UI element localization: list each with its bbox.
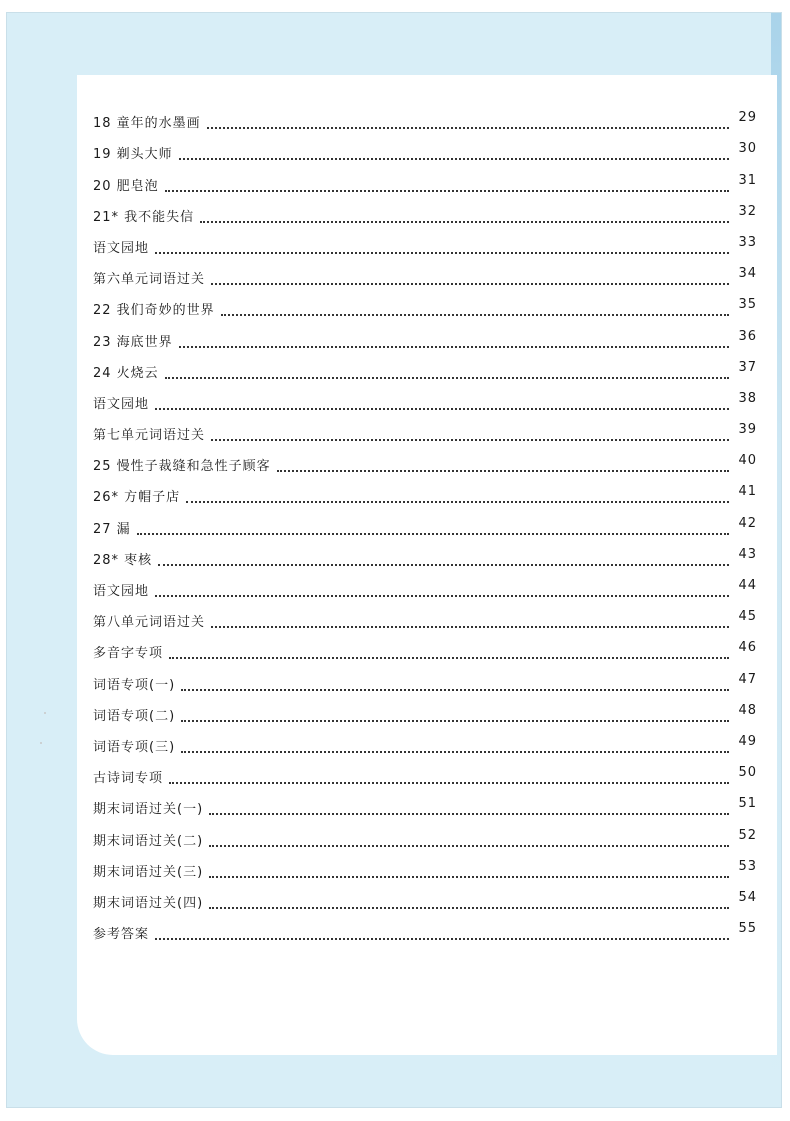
toc-dot-leader — [179, 346, 729, 348]
toc-entry-title: 语文园地 — [93, 396, 150, 412]
toc-entry[interactable] — [93, 319, 757, 350]
toc-entry[interactable] — [93, 163, 757, 194]
toc-entry[interactable] — [93, 569, 757, 600]
toc-entry[interactable] — [93, 631, 757, 662]
toc-entry-title: 期末词语过关(三) — [93, 864, 204, 880]
toc-entry-page-number: 29 — [738, 110, 757, 126]
toc-entry-title: 第七单元词语过关 — [93, 428, 206, 444]
toc-entry[interactable] — [93, 818, 757, 849]
toc-dot-leader — [155, 408, 729, 410]
toc-entry-title: 多音字专项 — [93, 646, 164, 662]
toc-entry[interactable] — [93, 475, 757, 506]
toc-entry-title: 词语专项(三) — [93, 739, 176, 755]
toc-entry-title: 语文园地 — [93, 584, 150, 599]
toc-entry-title: 23 海底世界 — [93, 334, 173, 350]
toc-dot-leader — [211, 626, 729, 628]
toc-entry[interactable] — [93, 756, 757, 787]
toc-dot-leader — [179, 158, 729, 160]
toc-entry[interactable] — [93, 850, 757, 881]
toc-entry-title: 20 肥皂泡 — [93, 178, 159, 194]
toc-entry-page-number: 39 — [738, 422, 757, 438]
toc-entry-page-number: 54 — [738, 889, 757, 905]
toc-entry-title: 期末词语过关(一) — [93, 802, 204, 818]
toc-dot-leader — [209, 845, 729, 847]
toc-entry-page-number: 48 — [738, 702, 757, 718]
toc-entry[interactable] — [93, 881, 757, 912]
toc-dot-leader — [155, 252, 729, 254]
toc-entry-page-number: 49 — [738, 733, 757, 749]
toc-dot-leader — [155, 595, 729, 597]
toc-entry-page-number: 40 — [738, 453, 757, 469]
toc-entry-title: 27 漏 — [93, 521, 131, 537]
toc-dot-leader — [211, 439, 729, 441]
toc-entry[interactable] — [93, 413, 757, 444]
toc-entry[interactable] — [93, 444, 757, 475]
toc-entry-page-number: 46 — [738, 640, 757, 656]
toc-entry-title: 21* 我不能失信 — [93, 209, 195, 225]
paper-speck — [44, 712, 46, 714]
toc-entry[interactable] — [93, 725, 757, 756]
toc-entry[interactable] — [93, 226, 757, 257]
toc-entry-page-number: 42 — [738, 515, 757, 531]
toc-dot-leader — [207, 127, 729, 129]
toc-entry[interactable] — [93, 382, 757, 413]
toc-entry-page-number: 34 — [738, 266, 757, 282]
toc-entry-page-number: 41 — [738, 484, 757, 500]
toc-entry-page-number: 53 — [738, 858, 757, 874]
toc-dot-leader — [169, 782, 729, 784]
toc-entry-page-number: 45 — [738, 609, 757, 625]
toc-entry-title: 25 慢性子裁缝和急性子顾客 — [93, 459, 271, 475]
toc-entry-title: 第八单元词语过关 — [93, 615, 206, 631]
toc-entry-page-number: 33 — [738, 234, 757, 250]
toc-entry[interactable] — [93, 600, 757, 631]
toc-entry[interactable] — [93, 195, 757, 226]
toc-entry-title: 期末词语过关(二) — [93, 833, 204, 849]
toc-entry-title: 参考答案 — [93, 927, 150, 943]
toc-dot-leader — [165, 377, 729, 379]
toc-entry[interactable] — [93, 912, 757, 943]
toc-entry-page-number: 38 — [738, 390, 757, 406]
toc-entry[interactable] — [93, 694, 757, 725]
toc-entry[interactable] — [93, 662, 757, 693]
page-frame — [6, 12, 782, 1108]
toc-dot-leader — [209, 876, 729, 878]
toc-dot-leader — [181, 751, 729, 753]
toc-entry-page-number: 31 — [738, 172, 757, 188]
toc-entry-title: 28* 枣核 — [93, 552, 153, 568]
toc-entry-title: 语文园地 — [93, 240, 150, 256]
toc-entry-page-number: 47 — [738, 671, 757, 687]
toc-entry-title: 词语专项(一) — [93, 677, 176, 693]
toc-entry-title: 19 剃头大师 — [93, 147, 173, 163]
toc-entry-title: 期末词语过关(四) — [93, 895, 204, 911]
toc-dot-leader — [169, 657, 729, 659]
toc-dot-leader — [181, 689, 729, 691]
toc-entry-title: 26* 方帽子店 — [93, 490, 181, 506]
toc-entry-title: 词语专项(二) — [93, 708, 176, 724]
toc-entry-page-number: 51 — [738, 796, 757, 812]
toc-dot-leader — [158, 564, 729, 566]
toc-entry-page-number: 43 — [738, 546, 757, 562]
toc-dot-leader — [209, 813, 729, 815]
paper-speck — [40, 742, 42, 744]
toc-entry-page-number: 44 — [738, 578, 757, 593]
toc-entry-title: 古诗词专项 — [93, 771, 164, 787]
toc-entry-title: 24 火烧云 — [93, 365, 159, 381]
toc-entry-page-number: 35 — [738, 297, 757, 313]
toc-entry-title: 22 我们奇妙的世界 — [93, 303, 215, 319]
toc-dot-leader — [221, 314, 729, 316]
toc-dot-leader — [155, 938, 729, 940]
toc-entry[interactable] — [93, 132, 757, 163]
toc-entry[interactable] — [93, 538, 757, 569]
toc-dot-leader — [137, 533, 729, 535]
toc-entry-page-number: 52 — [738, 827, 757, 843]
toc-dot-leader — [277, 470, 729, 472]
toc-entry-page-number: 55 — [738, 921, 757, 937]
toc-entry-title: 18 童年的水墨画 — [93, 116, 201, 132]
toc-entry[interactable] — [93, 506, 757, 537]
table-of-contents — [93, 101, 757, 943]
toc-dot-leader — [186, 501, 729, 503]
toc-entry-page-number: 37 — [738, 359, 757, 375]
toc-entry[interactable] — [93, 351, 757, 382]
content-panel — [77, 75, 777, 1055]
toc-dot-leader — [209, 907, 729, 909]
toc-entry[interactable] — [93, 288, 757, 319]
toc-entry-page-number: 30 — [738, 141, 757, 157]
toc-entry-page-number: 50 — [738, 765, 757, 781]
toc-dot-leader — [165, 190, 729, 192]
toc-entry-page-number: 32 — [738, 203, 757, 219]
toc-entry[interactable] — [93, 101, 757, 132]
toc-dot-leader — [200, 221, 729, 223]
toc-entry-title: 第六单元词语过关 — [93, 272, 206, 288]
toc-dot-leader — [211, 283, 729, 285]
toc-entry[interactable] — [93, 787, 757, 818]
toc-entry[interactable] — [93, 257, 757, 288]
toc-entry-page-number: 36 — [738, 328, 757, 344]
toc-dot-leader — [181, 720, 729, 722]
